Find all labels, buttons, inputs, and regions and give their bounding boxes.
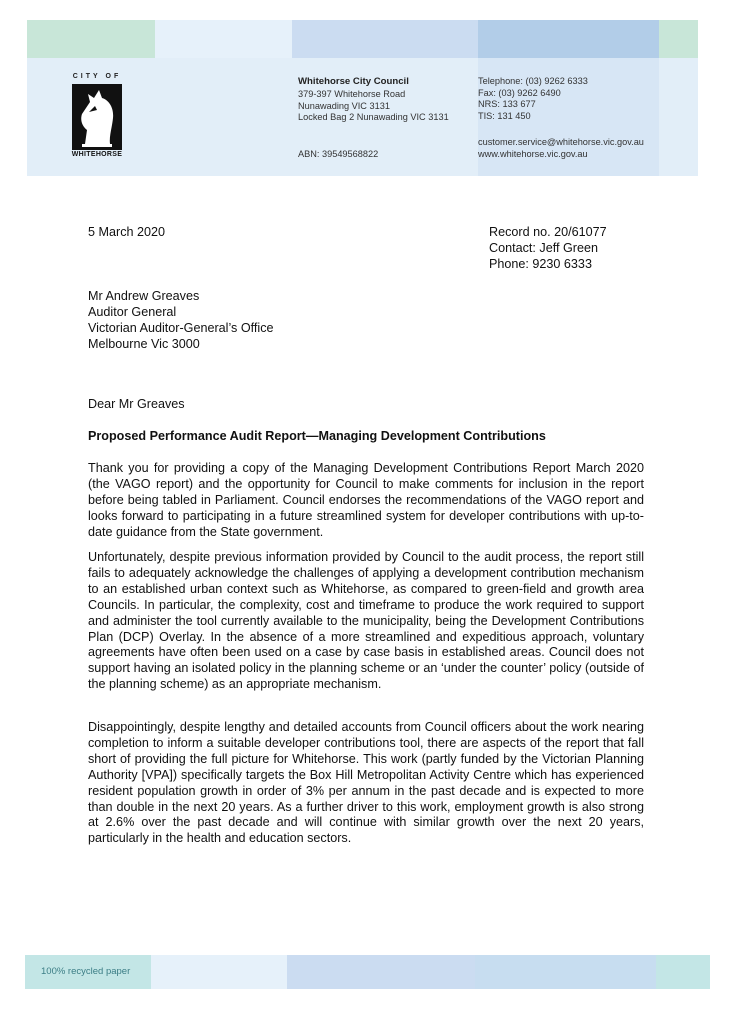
council-logo xyxy=(66,73,128,163)
paragraph-3: Disappointingly, despite lengthy and detailed accounts from Council officers about the work nearing completion to inform a suitable developer contributions tool, there are aspects of the report that fall short of providing the full picture for Whitehorse. This work (partly funded by the Victorian Planning Authority [VPA]) specifically targets the Box Hill Metropolitan Activity Centre which has experienced resident population growth in order of 3% per annum in the past decade and is expected to more than double in the next 20 years. As a further driver to this work, employment growth is also strong at 2.6% over the past decade and will continue with similar growth over the next 20 years, particularly in the health and education sectors. xyxy=(88,720,644,846)
logo-whitehorse-text: WHITEHORSE xyxy=(71,151,123,158)
council-name: Whitehorse City Council xyxy=(298,76,409,87)
recipient-address: Mr Andrew Greaves Auditor General Victorian Auditor-General’s Office Melbourne Vic 3000 xyxy=(88,289,274,351)
council-abn: ABN: 39549568822 xyxy=(298,149,379,159)
footer-band-teal-end xyxy=(656,955,710,989)
header-band-mid-blue xyxy=(478,20,659,58)
council-web-contact: customer.service@whitehorse.vic.gov.au www.whitehorse.vic.gov.au xyxy=(478,137,644,159)
footer-band-light-blue xyxy=(287,955,475,989)
header-band-green xyxy=(27,20,155,58)
subject-line: Proposed Performance Audit Report—Managing Development Contributions xyxy=(88,429,546,443)
header-band-light-blue xyxy=(292,20,478,58)
footer-band-blue xyxy=(475,955,656,989)
council-address: 379-397 Whitehorse Road Nunawading VIC 3131 Locked Bag 2 Nunawading VIC 3131 xyxy=(298,89,449,123)
horse-head-icon xyxy=(72,84,122,150)
salutation: Dear Mr Greaves xyxy=(88,397,185,411)
letter-date: 5 March 2020 xyxy=(88,225,166,239)
header-band-pale xyxy=(155,20,292,58)
paragraph-2: Unfortunately, despite previous information provided by Council to the audit process, the report still fails to adequately acknowledge the challenges of applying a development contribution mechanism to an established urban context such as Whitehorse, as compared to green-field and growth area Councils. In particular, the complexity, cost and timeframe to produce the work required to support and administer the tool currently available to the municipality, being the Development Contributions Plan (DCP) Overlay. In the absence of a more streamlined and expeditious approach, voluntary agreements have often been used on a case by case basis in established areas. Council does not support having an isolated policy in the planning scheme or an ‘under the counter’ policy (outside of the planning scheme) as an appropriate mechanism. xyxy=(88,550,644,692)
recycled-paper-note: 100% recycled paper xyxy=(41,966,131,977)
footer-band-pale xyxy=(151,955,287,989)
paragraph-1: Thank you for providing a copy of the Managing Development Contributions Report March 2020 (the VAGO report) and the opportunity for Council to make comments for inclusion in the report before being tabled in Parliament. Council endorses the recommendations of the VAGO report and looks forward to participating in a future streamlined system for developer contributions with up-to-date guidance from the State government. xyxy=(88,461,644,539)
header-band-green-end xyxy=(659,20,698,58)
record-block: Record no. 20/61077 Contact: Jeff Green Phone: 9230 6333 xyxy=(489,225,607,271)
council-contact-numbers: Telephone: (03) 9262 6333 Fax: (03) 9262 6490 NRS: 133 677 TIS: 131 450 xyxy=(478,76,588,121)
logo-city-of-text: CITY OF xyxy=(72,73,122,80)
